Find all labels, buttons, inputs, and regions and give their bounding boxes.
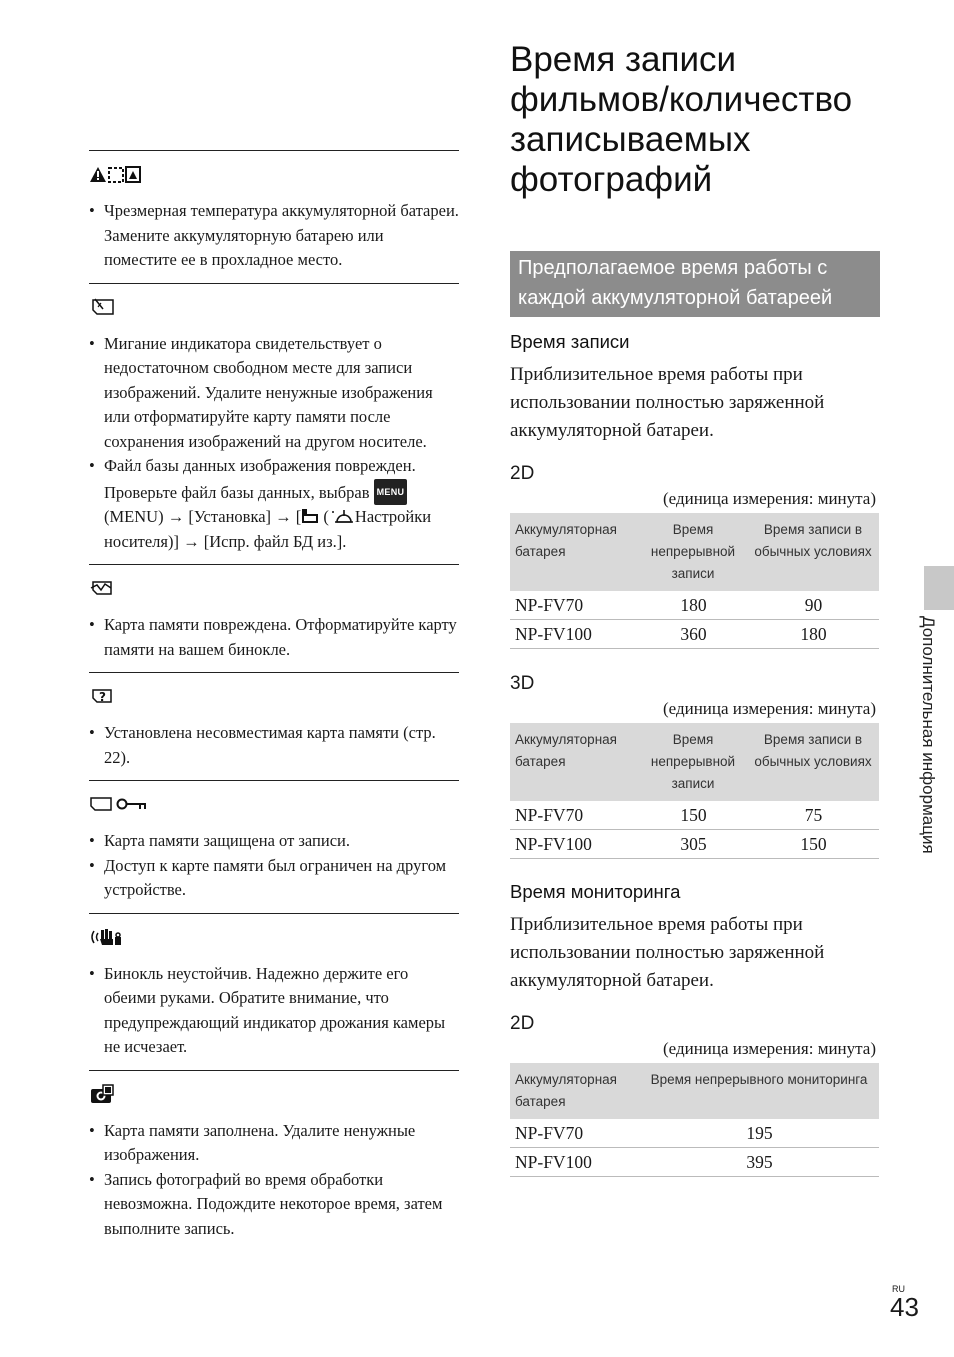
table-cell: NP-FV100 — [510, 1148, 639, 1177]
table-row — [510, 1119, 879, 1148]
table-header: Аккумуляторная батарея — [510, 513, 639, 591]
list-item: • Карта памяти защищена от записи. — [89, 829, 459, 854]
section-card-space — [89, 283, 459, 565]
db-text-3: ( — [319, 507, 329, 526]
db-text-1: Файл базы данных изображения поврежден. Проверьте файл базы данных, выбрав — [104, 456, 416, 502]
table-cell: 75 — [747, 801, 879, 830]
error-indicator-list — [89, 150, 459, 1251]
monitoring-paragraph: Приблизительное время работы при использовании полностью заряженной аккумуляторной батареи. — [510, 914, 825, 991]
section-subhead: Предполагаемое время работы с каждой аккумуляторной батареей — [510, 251, 880, 317]
table-cell: 195 — [639, 1119, 879, 1148]
battery-temperature-warning-icon — [89, 163, 459, 185]
section-card-incompatible — [89, 672, 459, 780]
list-item: • Запись фотографий во время обработки невозможна. Подождите некоторое время, затем выполните запись. — [89, 1168, 459, 1242]
card-full-icon — [89, 1083, 459, 1105]
page-number: 43 — [890, 1292, 919, 1322]
recording-3d-table — [510, 723, 879, 859]
table-cell: NP-FV70 — [510, 1119, 639, 1148]
table-mode-label: 2D — [510, 463, 535, 484]
table-row — [510, 1148, 879, 1177]
table-cell: 180 — [747, 620, 879, 649]
section-card-protected — [89, 780, 459, 913]
table-header: Время записи в обычных условиях — [747, 723, 879, 801]
recording-2d-table — [510, 513, 879, 649]
table-cell: 150 — [639, 801, 747, 830]
recording-heading: Время записи — [510, 331, 630, 352]
table-cell: NP-FV100 — [510, 830, 639, 859]
table-header: Время записи в обычных условиях — [747, 513, 879, 591]
table-header: Время непрерывного мониторинга — [639, 1063, 879, 1119]
side-section-label: Дополнительная информация — [919, 616, 938, 854]
damaged-card-icon — [89, 577, 459, 599]
list-item: • Доступ к карте памяти был ограничен на другом устройстве. — [89, 854, 459, 903]
table-row — [510, 620, 879, 649]
table-row — [510, 801, 879, 830]
table-unit: (единица измерения: минута) — [662, 699, 876, 718]
section-card-damaged — [89, 564, 459, 672]
table-header: Время непрерывной записи — [639, 513, 747, 591]
db-text-2: (MENU) → [Установка] → [ — [104, 507, 302, 526]
list-item: • Карта памяти повреждена. Отформатируйте карту памяти на вашем бинокле. — [89, 613, 459, 662]
table-cell: 180 — [639, 591, 747, 620]
section-tab-marker — [924, 566, 954, 610]
list-item: • Чрезмерная температура аккумуляторной батареи. Замените аккумуляторную батарею или поместите ее в прохладное место. — [89, 199, 459, 273]
monitoring-heading: Время мониторинга — [510, 881, 681, 902]
recording-time-section — [510, 40, 880, 1177]
page-title: Время записи фильмов/количество записываемых фотографий — [510, 40, 853, 199]
table-mode-label: 2D — [510, 1013, 535, 1034]
table-row — [510, 830, 879, 859]
page-language: RU — [892, 1284, 905, 1294]
camera-shake-icon — [89, 926, 459, 948]
table-cell: 150 — [747, 830, 879, 859]
list-item: • Карта памяти заполнена. Удалите ненужные изображения. — [89, 1119, 459, 1168]
table-unit: (единица измерения: минута) — [662, 489, 876, 508]
table-mode-label: 3D — [510, 673, 535, 694]
table-unit: (единица измерения: минута) — [662, 1039, 876, 1058]
list-item: • Бинокль неустойчив. Надежно держите его обеими руками. Обратите внимание, что предупреждающий индикатор дрожания камеры не исчезает. — [89, 962, 459, 1060]
recording-paragraph: Приблизительное время работы при использовании полностью заряженной аккумуляторной батареи. — [510, 364, 825, 441]
section-card-full — [89, 1070, 459, 1252]
section-camera-shake — [89, 913, 459, 1070]
db-text-4: Настройки носителя)] → [Испр. файл БД из.]. — [104, 507, 432, 551]
section-battery-temperature — [89, 150, 459, 283]
table-cell: NP-FV70 — [510, 591, 639, 620]
card-lock-icon — [89, 793, 459, 815]
list-item: • Мигание индикатора свидетельствует о недостаточном свободном месте для записи изображений. Удалите ненужные изображения или отформатируйте карту памяти после сохранения изображений на другом носителе. — [89, 332, 459, 455]
monitoring-2d-table — [510, 1063, 879, 1177]
memory-card-slash-icon — [89, 296, 459, 318]
memory-card-category-icon — [301, 507, 319, 526]
svg-text:?: ? — [99, 690, 106, 704]
table-header: Время непрерывной записи — [639, 723, 747, 801]
media-settings-icon — [329, 507, 355, 526]
table-cell: 305 — [639, 830, 747, 859]
table-cell: NP-FV100 — [510, 620, 639, 649]
list-item-database — [89, 454, 459, 554]
list-item: • Установлена несовместимая карта памяти (стр. 22). — [89, 721, 459, 770]
table-row — [510, 591, 879, 620]
menu-badge: MENU — [374, 479, 408, 506]
table-cell: 395 — [639, 1148, 879, 1177]
incompatible-card-icon — [89, 685, 459, 707]
table-cell: NP-FV70 — [510, 801, 639, 830]
table-header: Аккумуляторная батарея — [510, 1063, 639, 1119]
table-header: Аккумуляторная батарея — [510, 723, 639, 801]
table-cell: 360 — [639, 620, 747, 649]
table-cell: 90 — [747, 591, 879, 620]
